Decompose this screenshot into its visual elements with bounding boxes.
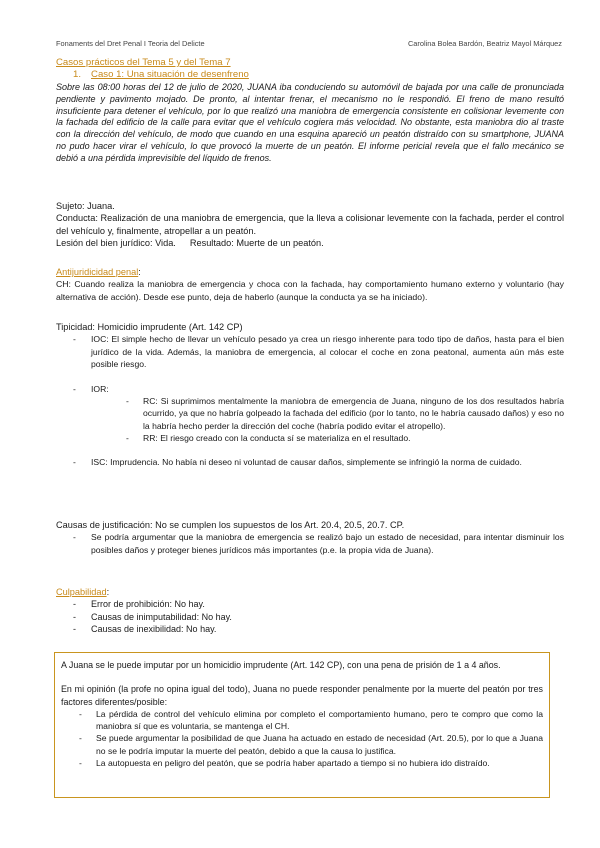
culpabilidad-section <box>56 586 564 636</box>
case-number: 1. <box>73 69 82 80</box>
culpabilidad-item <box>73 623 564 635</box>
bullet-dash: - <box>73 383 76 394</box>
conduct-line: Conducta: Realización de una maniobra de emergencia, que la lleva a colisionar levemente con la fachada, perder el control del vehículo y, finalmente, atropellar a un peatón. <box>56 213 564 236</box>
bullet-dash: - <box>126 433 129 444</box>
antijuridicidad-label: Antijuridicidad penal <box>56 267 139 277</box>
case-statement-text: Sobre las 08:00 horas del 12 de julio de 2020, JUANA iba conduciendo su automóvil de bajada por una calle de pronunciada pendiente y pavimento mojado. De pronto, al intentar frenar, el mecanismo no le respondió. El freno de mano resultó insuficiente para detener el vehículo, por lo que realizó una maniobra de emergencia consistente en colisionar levemente con la fachada del edificio de la calle para evitar que el vehículo cogiera más velocidad. No obstante, esta maniobra dio al traste con la dirección del vehículo, de modo que cuando en una esquina apareció un peatón distraído con su smartphone, JUANA no pudo hacer virar el vehículo, lo que provocó la muerte de un peatón. El informe pericial revela que el fallo mecánico se debió a una pérdida imprevisible del líquido de frenos. <box>56 82 564 163</box>
bullet-dash: - <box>73 532 76 543</box>
case-statement <box>56 82 564 165</box>
opinion-text: La autopuesta en peligro del peatón, que se podría haber apartado a tiempo si no hubiera ido distraído. <box>96 758 490 769</box>
conclusion-box <box>54 652 550 798</box>
culpabilidad-label: Culpabilidad <box>56 587 107 597</box>
bullet-dash: - <box>79 733 82 744</box>
conclusion-paragraph: A Juana se le puede imputar por un homicidio imprudente (Art. 142 CP), con una pena de prisión de 1 a 4 años. <box>61 660 501 670</box>
opinion-text: La pérdida de control del vehículo elimina por completo el comportamiento humano, pero te compro que como la maniobra sí que es voluntaria, se mantenga el CH. <box>96 708 543 732</box>
culpabilidad-heading <box>56 586 564 598</box>
opinion-item <box>79 732 543 757</box>
opinion-item <box>79 708 543 733</box>
justificacion-item <box>73 531 564 556</box>
header-left: Fonaments del Dret Penal I Teoria del Delicte <box>56 39 205 48</box>
tipicidad-heading: Tipicidad: Homicidio imprudente (Art. 142 CP) <box>56 322 243 332</box>
rc-item <box>126 395 564 432</box>
isc-item <box>73 456 564 468</box>
antijuridicidad-heading <box>56 266 564 278</box>
bullet-dash: - <box>73 624 76 635</box>
culpabilidad-text: Causas de inimputabilidad: No hay. <box>91 611 232 622</box>
rc-text: RC: Si suprimimos mentalmente la maniobra de emergencia de Juana, ninguno de los dos resultados habría ocurrido, ya que no habría golpeado la fachada del edificio (por lo tanto, no le habría causado daños) y eso no la habría hecho perder la dirección del coche (habría podido evitar el atropello). <box>143 396 564 431</box>
opinion-item <box>79 757 543 769</box>
culpabilidad-item <box>73 611 564 623</box>
culpabilidad-item <box>73 598 564 610</box>
analysis-summary <box>56 200 564 250</box>
bullet-dash: - <box>73 456 76 467</box>
document-title: Casos prácticos del Tema 5 y del Tema 7 <box>56 57 231 68</box>
isc-text: ISC: Imprudencia. No había ni deseo ni voluntad de causar daños, simplemente se infringió la norma de cuidado. <box>91 456 522 467</box>
antijuridicidad-section <box>56 266 564 303</box>
ior-item <box>73 383 564 395</box>
case-title: Caso 1: Una situación de desenfreno <box>91 69 249 80</box>
bullet-dash: - <box>79 758 82 769</box>
result-text: Resultado: Muerte de un peatón. <box>189 238 324 249</box>
justificacion-text: Se podría argumentar que la maniobra de emergencia se realizó bajo un estado de necesidad, para intentar disminuir los posibles daños y proteger bienes jurídicos más importantes (p.e. la propia vida de Juana). <box>91 532 564 555</box>
antijuridicidad-colon: : <box>138 267 141 277</box>
tipicidad-section <box>56 321 564 468</box>
subject-line: Sujeto: Juana. <box>56 201 115 211</box>
culpabilidad-text: Error de prohibición: No hay. <box>91 599 205 610</box>
injury-text: Lesión del bien jurídico: Vida. <box>56 238 176 249</box>
bullet-dash: - <box>73 599 76 610</box>
rr-item <box>126 432 564 444</box>
ioc-text: IOC: El simple hecho de llevar un vehículo pesado ya crea un riesgo inherente para todo tipo de daños, hasta para el bien jurídico de la vida. Además, la maniobra de emergencia, al colocar el coche en zona peatonal, aumenta aún más este posible riesgo. <box>91 334 564 370</box>
header-right: Carolina Bolea Bardón, Beatriz Mayol Márquez <box>407 39 562 48</box>
bullet-dash: - <box>73 611 76 622</box>
bullet-dash: - <box>126 396 129 407</box>
bullet-dash: - <box>79 708 82 719</box>
culpabilidad-text: Causas de inexibilidad: No hay. <box>91 624 217 635</box>
bullet-dash: - <box>73 334 76 345</box>
justificacion-heading: Causas de justificación: No se cumplen los supuestos de los Art. 20.4, 20.5, 20.7. CP. <box>56 520 405 530</box>
opinion-paragraph: En mi opinión (la profe no opina igual del todo), Juana no puede responder penalmente por la muerte del peatón por tres factores diferentes/posible: <box>61 684 543 707</box>
case-heading <box>73 69 249 80</box>
ioc-item <box>73 333 564 370</box>
culpabilidad-colon: : <box>106 587 110 597</box>
justificacion-section <box>56 519 564 556</box>
opinion-text: Se puede argumentar la posibilidad de que Juana ha actuado en estado de necesidad (Art. 20.5), por lo que a Juana no se le podría imputar la muerte del peatón, debido a que la causa lo justifica. <box>96 733 543 756</box>
ior-text: IOR: <box>91 383 109 394</box>
rr-text: RR: El riesgo creado con la conducta sí se materializa en el resultado. <box>143 433 411 444</box>
injury-result-line <box>56 237 564 249</box>
antijuridicidad-text: CH: Cuando realiza la maniobra de emergencia y choca con la fachada, hay comportamiento humano externo y voluntario (hay alternativa de acción). Desde ese punto, deja de haberlo (aunque la conducta ya se ha iniciado). <box>56 279 564 302</box>
